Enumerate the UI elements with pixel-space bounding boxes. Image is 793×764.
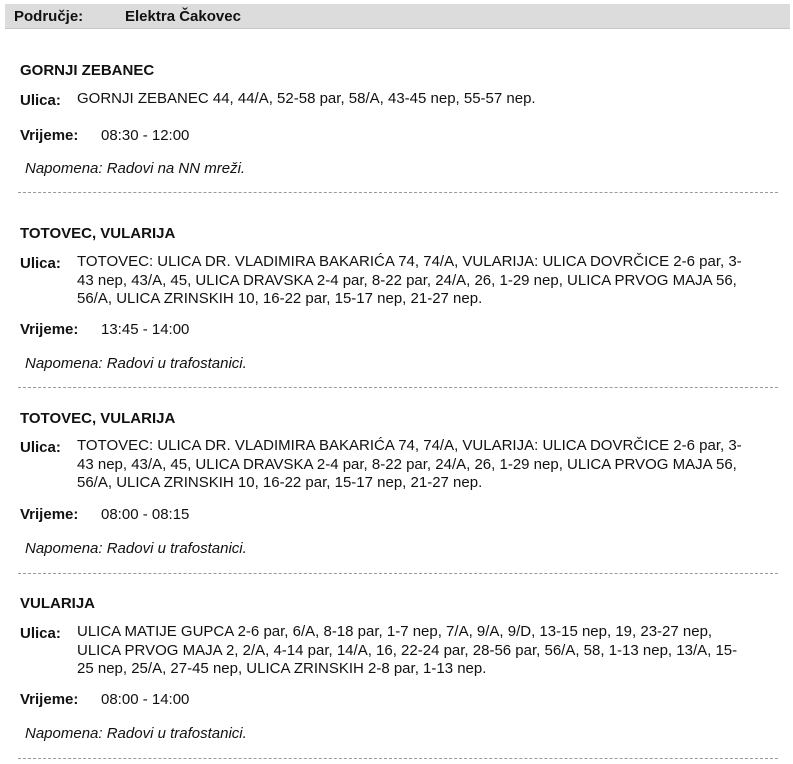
street-label: Ulica: — [20, 255, 61, 272]
time-label: Vrijeme: — [20, 321, 79, 338]
time-label: Vrijeme: — [20, 127, 79, 144]
street-list: TOTOVEC: ULICA DR. VLADIMIRA BAKARIĆA 74, 74/A, VULARIJA: ULICA DOVRČICE 2-6 par, 3-43 nep, 43/A, 45, ULICA DRAVSKA 2-4 par, 8-22 par, 24/A, 26, 1-29 nep, ULICA PRVOG MAJA 56, 56/A, ULICA ZRINSKIH 10, 16-22 par, 15-17 nep, 21-27 nep. — [77, 437, 742, 491]
street-label: Ulica: — [20, 625, 61, 642]
street-label: Ulica: — [20, 92, 61, 109]
entry-title: TOTOVEC, VULARIJA — [20, 410, 176, 427]
area-value: Elektra Čakovec — [125, 8, 241, 25]
entry-title: GORNJI ZEBANEC — [20, 62, 155, 79]
street-list: TOTOVEC: ULICA DR. VLADIMIRA BAKARIĆA 74, 74/A, VULARIJA: ULICA DOVRČICE 2-6 par, 3-43 nep, 43/A, 45, ULICA DRAVSKA 2-4 par, 8-22 par, 24/A, 26, 1-29 nep, ULICA PRVOG MAJA 56, 56/A, ULICA ZRINSKIH 10, 16-22 par, 15-17 nep, 21-27 nep. — [77, 253, 742, 307]
entry-divider — [18, 192, 778, 193]
street-list: ULICA MATIJE GUPCA 2-6 par, 6/A, 8-18 par, 1-7 nep, 7/A, 9/A, 9/D, 13-15 nep, 19, 23-27 nep, ULICA PRVOG MAJA 2, 2/A, 4-14 par, 14/A, 16, 22-24 par, 28-56 par, 56/A, 58, 1-13 nep, 13/A, 15-25 nep, 25/A, 27-45 nep, ULICA ZRINSKIH 2-8 par, 1-13 nep. — [77, 623, 738, 677]
entry-note: Napomena: Radovi na NN mreži. — [25, 160, 246, 177]
street-label: Ulica: — [20, 439, 61, 456]
time-range: 08:00 - 14:00 — [101, 691, 190, 708]
time-range: 08:30 - 12:00 — [101, 127, 190, 144]
entry-title: TOTOVEC, VULARIJA — [20, 225, 176, 242]
entry-divider — [18, 573, 778, 574]
entry-divider — [18, 758, 778, 759]
entry-title: VULARIJA — [20, 595, 96, 612]
time-label: Vrijeme: — [20, 506, 79, 523]
time-range: 13:45 - 14:00 — [101, 321, 190, 338]
area-header — [5, 4, 790, 29]
street-list: GORNJI ZEBANEC 44, 44/A, 52-58 par, 58/A, 43-45 nep, 55-57 nep. — [77, 90, 536, 107]
entry-note: Napomena: Radovi u trafostanici. — [25, 540, 247, 557]
entry-note: Napomena: Radovi u trafostanici. — [25, 725, 247, 742]
entry-note: Napomena: Radovi u trafostanici. — [25, 355, 247, 372]
entry-divider — [18, 387, 778, 388]
time-range: 08:00 - 08:15 — [101, 506, 190, 523]
area-label: Područje: — [14, 8, 84, 25]
time-label: Vrijeme: — [20, 691, 79, 708]
